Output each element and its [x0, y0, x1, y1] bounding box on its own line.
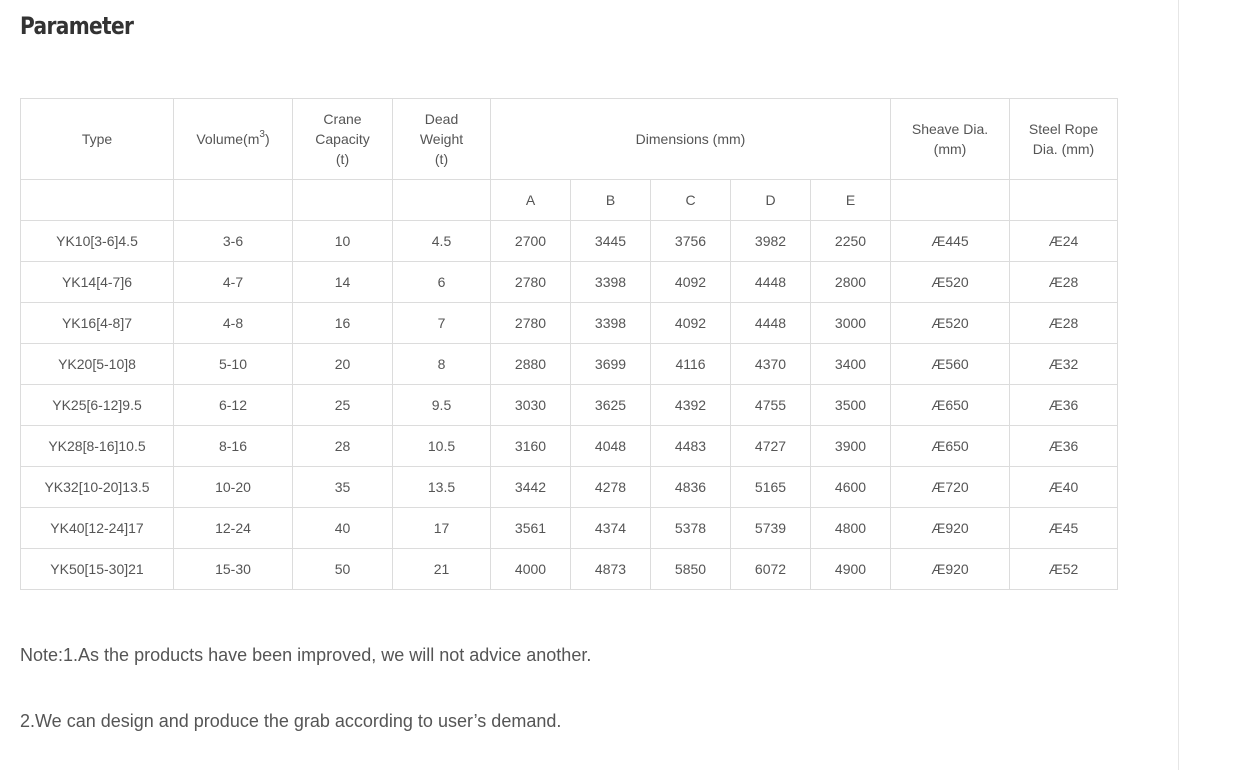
cell-steel-rope-dia: Æ28 — [1010, 262, 1118, 303]
cell-volume: 6-12 — [174, 385, 293, 426]
table-row — [21, 385, 1118, 426]
cell-dim-a: 4000 — [491, 549, 571, 590]
cell-dim-a: 3442 — [491, 467, 571, 508]
cell-dim-c: 4836 — [651, 467, 731, 508]
table-row — [21, 262, 1118, 303]
cell-volume: 3-6 — [174, 221, 293, 262]
subheader-empty — [393, 180, 491, 221]
cell-dead-weight: 17 — [393, 508, 491, 549]
cell-sheave-dia: Æ920 — [891, 508, 1010, 549]
subheader-empty — [1010, 180, 1118, 221]
cell-dim-b: 4873 — [571, 549, 651, 590]
cell-type: YK32[10-20]13.5 — [21, 467, 174, 508]
subheader-e: E — [811, 180, 891, 221]
cell-dim-b: 4374 — [571, 508, 651, 549]
cell-dim-d: 4727 — [731, 426, 811, 467]
cell-volume: 4-7 — [174, 262, 293, 303]
cell-crane-capacity: 25 — [293, 385, 393, 426]
cell-dim-c: 5850 — [651, 549, 731, 590]
cell-dead-weight: 13.5 — [393, 467, 491, 508]
cell-dead-weight: 7 — [393, 303, 491, 344]
cell-volume: 10-20 — [174, 467, 293, 508]
cell-dim-a: 3030 — [491, 385, 571, 426]
cell-dim-d: 4448 — [731, 303, 811, 344]
cell-dim-c: 4392 — [651, 385, 731, 426]
cell-type: YK28[8-16]10.5 — [21, 426, 174, 467]
table-subheader-row — [21, 180, 1118, 221]
cell-type: YK14[4-7]6 — [21, 262, 174, 303]
cell-crane-capacity: 28 — [293, 426, 393, 467]
subheader-d: D — [731, 180, 811, 221]
table-row — [21, 508, 1118, 549]
cell-crane-capacity: 40 — [293, 508, 393, 549]
cell-dim-e: 3000 — [811, 303, 891, 344]
cell-volume: 12-24 — [174, 508, 293, 549]
cell-sheave-dia: Æ650 — [891, 385, 1010, 426]
cell-dead-weight: 21 — [393, 549, 491, 590]
cell-dead-weight: 10.5 — [393, 426, 491, 467]
cell-dim-a: 3160 — [491, 426, 571, 467]
cell-dim-d: 4448 — [731, 262, 811, 303]
cell-dim-b: 3398 — [571, 262, 651, 303]
cell-dead-weight: 4.5 — [393, 221, 491, 262]
cell-dim-c: 4483 — [651, 426, 731, 467]
cell-dim-e: 3900 — [811, 426, 891, 467]
cell-sheave-dia: Æ560 — [891, 344, 1010, 385]
header-crane-capacity: Crane Capacity (t) — [293, 99, 393, 180]
cell-dim-d: 3982 — [731, 221, 811, 262]
cell-dim-d: 5739 — [731, 508, 811, 549]
subheader-empty — [21, 180, 174, 221]
cell-dim-b: 3625 — [571, 385, 651, 426]
cell-type: YK20[5-10]8 — [21, 344, 174, 385]
cell-dim-b: 3699 — [571, 344, 651, 385]
header-dead-weight: Dead Weight (t) — [393, 99, 491, 180]
cell-crane-capacity: 16 — [293, 303, 393, 344]
cell-dim-e: 3400 — [811, 344, 891, 385]
cell-crane-capacity: 35 — [293, 467, 393, 508]
cell-dim-e: 2250 — [811, 221, 891, 262]
cell-type: YK50[15-30]21 — [21, 549, 174, 590]
cell-type: YK40[12-24]17 — [21, 508, 174, 549]
cell-steel-rope-dia: Æ28 — [1010, 303, 1118, 344]
table-row — [21, 344, 1118, 385]
page-title: Parameter — [20, 12, 134, 40]
cell-steel-rope-dia: Æ45 — [1010, 508, 1118, 549]
note-2: 2.We can design and produce the grab according to user’s demand. — [20, 711, 562, 731]
cell-dim-e: 4800 — [811, 508, 891, 549]
header-sheave-dia: Sheave Dia. (mm) — [891, 99, 1010, 180]
table-row — [21, 426, 1118, 467]
cell-dead-weight: 9.5 — [393, 385, 491, 426]
cell-type: YK25[6-12]9.5 — [21, 385, 174, 426]
table-row — [21, 303, 1118, 344]
cell-sheave-dia: Æ520 — [891, 303, 1010, 344]
note-1: Note:1.As the products have been improved, we will not advice another. — [20, 645, 592, 665]
cell-crane-capacity: 14 — [293, 262, 393, 303]
cell-dim-d: 6072 — [731, 549, 811, 590]
cell-steel-rope-dia: Æ36 — [1010, 426, 1118, 467]
cell-dead-weight: 6 — [393, 262, 491, 303]
cell-dim-a: 2780 — [491, 303, 571, 344]
cell-dim-b: 4278 — [571, 467, 651, 508]
table-row — [21, 467, 1118, 508]
cell-steel-rope-dia: Æ32 — [1010, 344, 1118, 385]
parameter-table — [20, 98, 1118, 590]
cell-dim-a: 2780 — [491, 262, 571, 303]
cell-crane-capacity: 50 — [293, 549, 393, 590]
cell-dim-c: 3756 — [651, 221, 731, 262]
cell-dim-e: 3500 — [811, 385, 891, 426]
cell-dim-a: 3561 — [491, 508, 571, 549]
cell-dim-d: 4370 — [731, 344, 811, 385]
cell-sheave-dia: Æ520 — [891, 262, 1010, 303]
cell-dim-d: 4755 — [731, 385, 811, 426]
cell-dim-b: 4048 — [571, 426, 651, 467]
subheader-empty — [293, 180, 393, 221]
cell-volume: 5-10 — [174, 344, 293, 385]
cell-dead-weight: 8 — [393, 344, 491, 385]
cell-dim-c: 5378 — [651, 508, 731, 549]
cell-steel-rope-dia: Æ40 — [1010, 467, 1118, 508]
subheader-empty — [891, 180, 1010, 221]
header-dimensions: Dimensions (mm) — [491, 99, 891, 180]
cell-steel-rope-dia: Æ24 — [1010, 221, 1118, 262]
table-row — [21, 221, 1118, 262]
table-row — [21, 549, 1118, 590]
header-volume: $Volume(m^3)$ — [174, 99, 293, 180]
cell-sheave-dia: Æ920 — [891, 549, 1010, 590]
cell-dim-b: 3398 — [571, 303, 651, 344]
cell-sheave-dia: Æ445 — [891, 221, 1010, 262]
cell-steel-rope-dia: Æ52 — [1010, 549, 1118, 590]
cell-dim-a: 2880 — [491, 344, 571, 385]
header-steel-rope-dia: Steel Rope Dia. (mm) — [1010, 99, 1118, 180]
cell-crane-capacity: 20 — [293, 344, 393, 385]
subheader-b: B — [571, 180, 651, 221]
header-type: Type — [21, 99, 174, 180]
cell-dim-d: 5165 — [731, 467, 811, 508]
cell-dim-c: 4092 — [651, 262, 731, 303]
cell-volume: 4-8 — [174, 303, 293, 344]
cell-dim-c: 4092 — [651, 303, 731, 344]
subheader-c: C — [651, 180, 731, 221]
cell-dim-e: 4600 — [811, 467, 891, 508]
table-header-row — [21, 99, 1118, 180]
cell-steel-rope-dia: Æ36 — [1010, 385, 1118, 426]
cell-volume: 8-16 — [174, 426, 293, 467]
cell-dim-b: 3445 — [571, 221, 651, 262]
subheader-a: A — [491, 180, 571, 221]
cell-sheave-dia: Æ650 — [891, 426, 1010, 467]
subheader-empty — [174, 180, 293, 221]
cell-dim-e: 2800 — [811, 262, 891, 303]
cell-type: YK10[3-6]4.5 — [21, 221, 174, 262]
sidebar-divider — [1178, 0, 1179, 770]
cell-type: YK16[4-8]7 — [21, 303, 174, 344]
cell-crane-capacity: 10 — [293, 221, 393, 262]
cell-dim-e: 4900 — [811, 549, 891, 590]
cell-dim-c: 4116 — [651, 344, 731, 385]
cell-dim-a: 2700 — [491, 221, 571, 262]
cell-volume: 15-30 — [174, 549, 293, 590]
cell-sheave-dia: Æ720 — [891, 467, 1010, 508]
